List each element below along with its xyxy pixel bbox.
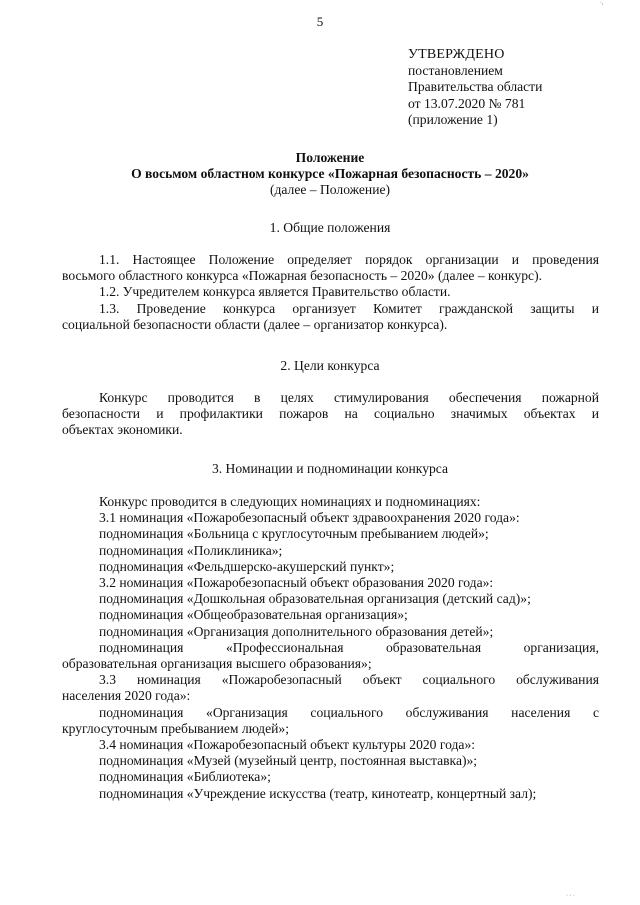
document-subtitle: О восьмом областном конкурсе «Пожарная безопасность – 2020»	[131, 166, 529, 182]
scan-mark-bottom-right: · · ·	[566, 893, 575, 899]
section-3-list	[62, 494, 599, 802]
paragraph-line: 1.2. Учредителем конкурса является Правительство области.	[99, 284, 451, 300]
approval-line-3: Правительства области	[408, 79, 543, 95]
document-title: Положение	[295, 150, 365, 165]
document-title-note: (далее – Положение)	[269, 182, 391, 198]
paragraph-line: безопасности и профилактики пожаров на социально значимых объектах и	[62, 406, 599, 422]
paragraph-line: 1.3. Проведение конкурса организует Комитет гражданской защиты и	[99, 300, 599, 316]
section-2-paragraph	[62, 390, 599, 439]
section-1-heading: 1. Общие положения	[269, 220, 391, 235]
list-item: подноминация «Организация социального обслуживания населения с	[99, 704, 599, 720]
list-item: 3.4 номинация «Пожаробезопасный объект культуры 2020 года»:	[99, 737, 476, 753]
paragraph-line: восьмого областного конкурса «Пожарная безопасность – 2020» (далее – конкурс).	[62, 268, 542, 284]
list-item: подноминация «Фельдшерско-акушерский пункт»;	[99, 558, 395, 574]
paragraph-line: Конкурс проводится в целях стимулирования обеспечения пожарной	[99, 390, 599, 405]
list-item: подноминация «Поликлиника»;	[99, 542, 283, 558]
approval-line-5: (приложение 1)	[408, 111, 498, 127]
list-item-continuation: образовательная организация высшего образования»;	[62, 656, 372, 672]
list-item: подноминация «Музей (музейный центр, постоянная выставка)»;	[99, 753, 478, 769]
page-number: 5	[316, 14, 324, 29]
paragraph-line: социальной безопасности области (далее – организатор конкурса).	[62, 316, 448, 332]
list-item-continuation: круглосуточным пребыванием людей»;	[62, 720, 289, 736]
list-item: подноминация «Организация дополнительного образования детей»;	[99, 623, 494, 639]
paragraph-line: 1.1. Настоящее Положение определяет порядок организации и проведения	[99, 252, 599, 267]
list-item: подноминация «Общеобразовательная организация»;	[99, 607, 408, 623]
approval-heading: УТВЕРЖДЕНО	[408, 47, 505, 62]
section-3-heading: 3. Номинации и подноминации конкурса	[211, 461, 449, 476]
list-item: 3.2 номинация «Пожаробезопасный объект образования 2020 года»:	[99, 575, 494, 591]
list-item: подноминация «Учреждение искусства (театр, кинотеатр, концертный зал);	[99, 785, 537, 801]
list-item: 3.1 номинация «Пожаробезопасный объект здравоохранения 2020 года»:	[99, 510, 520, 526]
list-item-continuation: населения 2020 года»:	[62, 688, 191, 704]
approval-line-4: от 13.07.2020 № 781	[408, 95, 526, 111]
list-item: Конкурс проводится в следующих номинациях и подноминациях:	[99, 494, 481, 509]
paragraph-line: объектах экономики.	[62, 422, 183, 438]
list-item: подноминация «Профессиональная образовательная организация,	[99, 639, 599, 655]
section-1-paragraph-1	[62, 252, 599, 333]
list-item: 3.3 номинация «Пожаробезопасный объект социального обслуживания	[99, 672, 599, 688]
scan-mark-top-right: ·,	[600, 0, 604, 6]
section-2-heading: 2. Цели конкурса	[280, 358, 380, 373]
list-item: подноминация «Больница с круглосуточным пребыванием людей»;	[99, 526, 489, 542]
document-title-block	[60, 150, 600, 199]
approval-stamp-block	[408, 47, 628, 128]
list-item: подноминация «Дошкольная образовательная организация (детский сад)»;	[99, 591, 531, 607]
approval-line-2: постановлением	[408, 63, 503, 79]
list-item: подноминация «Библиотека»;	[99, 769, 271, 785]
